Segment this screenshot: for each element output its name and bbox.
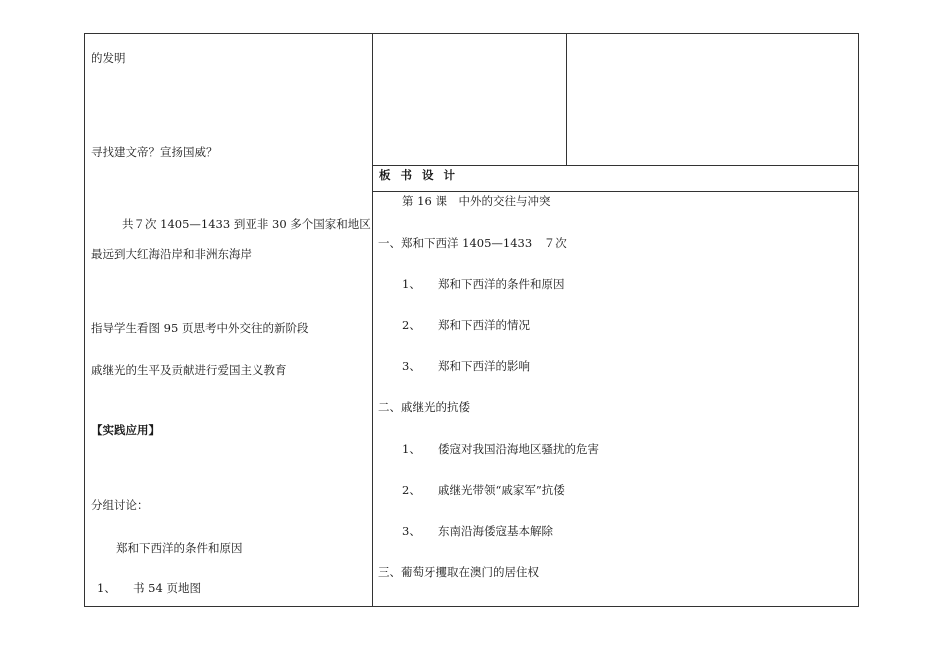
column-divider [372,33,373,607]
left-line-map: 书 54 页地图 [133,581,201,595]
left-line-invention: 的发明 [91,51,126,65]
board-heading: 板书设计 [379,168,465,182]
left-line-guide: 指导学生看图 95 页思考中外交往的新阶段 [91,321,309,335]
section-1-item-3-num: 3、 [402,359,421,373]
left-line-qi-jiguang: 戚继光的生平及贡献进行爱国主义教育 [91,363,287,377]
section-2-item-2-text: 戚继光带领“戚家军”抗倭 [438,483,565,497]
section-2-item-1-num: 1、 [402,442,421,456]
left-line-conditions: 郑和下西洋的条件和原因 [116,541,243,555]
left-line-num: 1、 [97,581,116,595]
section-1-item-1-text: 郑和下西洋的条件和原因 [438,277,565,291]
left-line-practice: 【实践应用】 [91,423,160,437]
section-2-item-1-text: 倭寇对我国沿海地区骚扰的危害 [438,442,599,456]
section-1-item-1-num: 1、 [402,277,421,291]
section-3-title: 三、葡萄牙攫取在澳门的居住权 [378,565,539,579]
cell-divider [566,33,567,166]
section-2-title: 二、戚继光的抗倭 [378,400,470,414]
left-line-farthest: 最远到大红海沿岸和非洲东海岸 [91,247,252,261]
lesson-title: 第 16 课 中外的交往与冲突 [402,194,551,208]
section-2-item-2-num: 2、 [402,483,421,497]
section-1-title: 一、郑和下西洋 1405—1433 ７次 [378,236,567,250]
left-line-purpose: 寻找建文帝？宣扬国威？ [91,145,218,159]
section-1-item-3-text: 郑和下西洋的影响 [438,359,530,373]
left-line-discussion: 分组讨论： [91,498,149,512]
board-heading-top-border [372,165,859,166]
left-line-voyages: 共７次 1405—1433 到亚非 30 多个国家和地区 [122,217,371,231]
section-2-item-3-text: 东南沿海倭寇基本解除 [438,524,553,538]
section-2-item-3-num: 3、 [402,524,421,538]
board-heading-bottom-border [372,191,859,192]
section-1-item-2-num: 2、 [402,318,421,332]
section-1-item-2-text: 郑和下西洋的情况 [438,318,530,332]
